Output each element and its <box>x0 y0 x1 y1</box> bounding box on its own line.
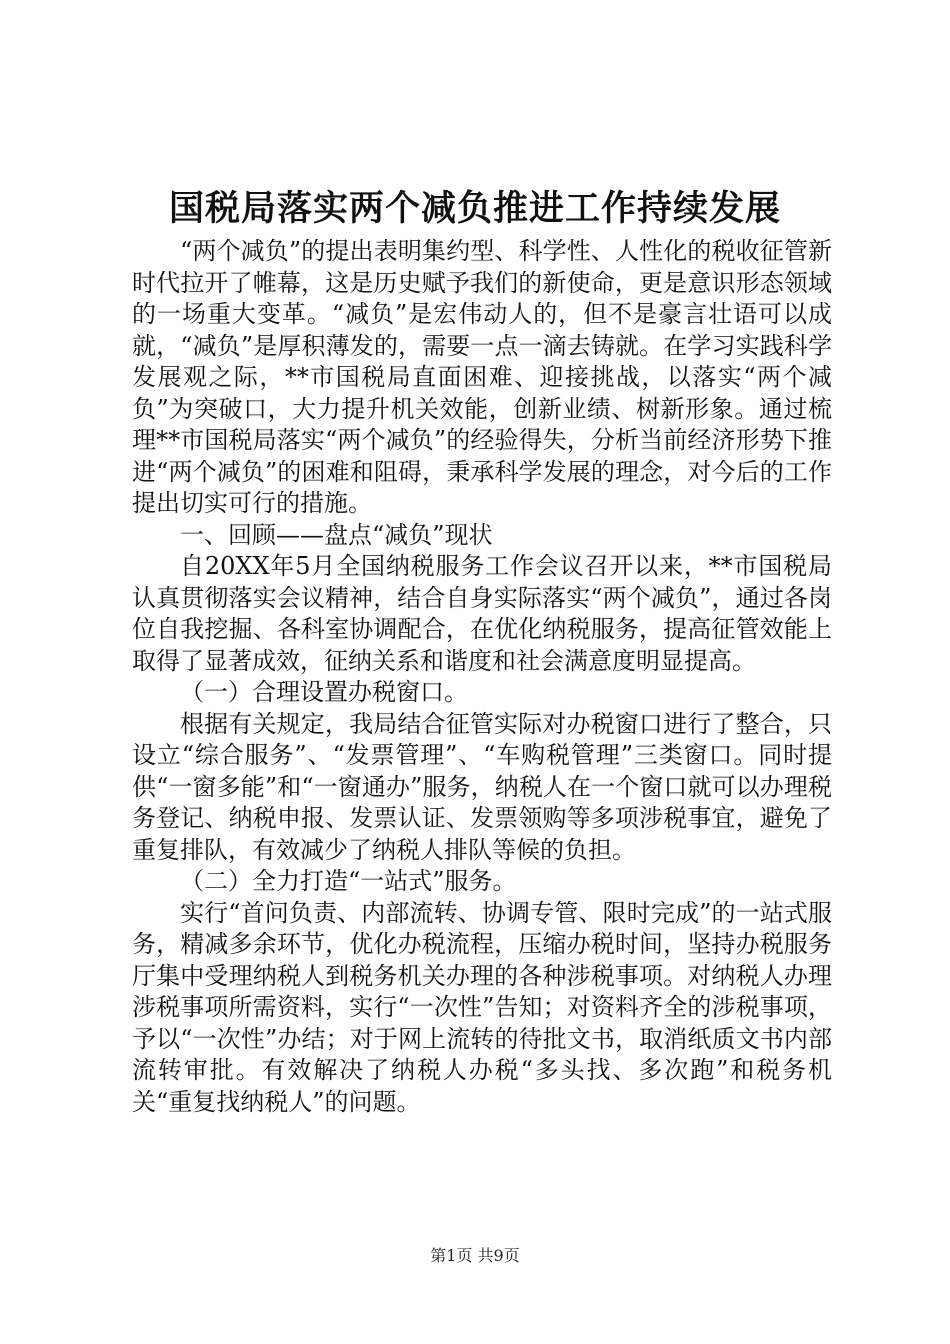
page-number-footer: 第1页 共9页 <box>430 1246 520 1265</box>
document-title: 国税局落实两个减负推进工作持续发展 <box>168 188 781 229</box>
paragraph-review: 自20XX年5月全国纳税服务工作会议召开以来，**市国税局认真贯彻落实会议精神，结合自身实际落实“两个减负”，通过各岗位自我挖掘、各科室协调配合，在优化纳税服务，提高征管效能上取得了显著成效，征纳关系和谐度和社会满意度明显提高。 <box>132 552 832 675</box>
paragraph-one-stop: 实行“首问负责、内部流转、协调专管、限时完成”的一站式服务，精减多余环节，优化办税流程，压缩办税时间，坚持办税服务厅集中受理纳税人到税务机关办理的各种涉税事项。对纳税人办理涉税事项所需资料，实行“一次性”告知；对资料齐全的涉税事项，予以“一次性”办结；对于网上流转的待批文书，取消纸质文书内部流转审批。有效解决了纳税人办税“多头找、多次跑”和税务机关“重复找纳税人”的问题。 <box>132 898 832 1116</box>
subsection-heading-one-stop: （二）全力打造“一站式”服务。 <box>180 867 517 895</box>
subsection-heading-windows: （一）合理设置办税窗口。 <box>180 678 468 706</box>
document-body <box>132 236 832 1118</box>
paragraph-windows: 根据有关规定，我局结合征管实际对办税窗口进行了整合，只设立“综合服务”、“发票管理”、“车购税管理”三类窗口。同时提供“一窗多能”和“一窗通办”服务，纳税人在一个窗口就可以办理税务登记、纳税申报、发票认证、发票领购等多项涉税事宜，避免了重复排队，有效减少了纳税人排队等候的负担。 <box>132 709 832 864</box>
section-heading-review: 一、回顾——盘点“减负”现状 <box>180 520 493 549</box>
paragraph-intro: “两个减负”的提出表明集约型、科学性、人性化的税收征管新时代拉开了帷幕，这是历史赋予我们的新使命，更是意识形态领域的一场重大变革。“减负”是宏伟动人的，但不是豪言壮语可以成就，“减负”是厚积薄发的，需要一点一滴去铸就。在学习实践科学发展观之际，**市国税局直面困难、迎接挑战，以落实“两个减负”为突破口，大力提升机关效能，创新业绩、树新形象。通过梳理**市国税局落实“两个减负”的经验得失，分析当前经济形势下推进“两个减负”的困难和阻碍，秉承科学发展的理念，对今后的工作提出切实可行的措施。 <box>132 237 832 517</box>
